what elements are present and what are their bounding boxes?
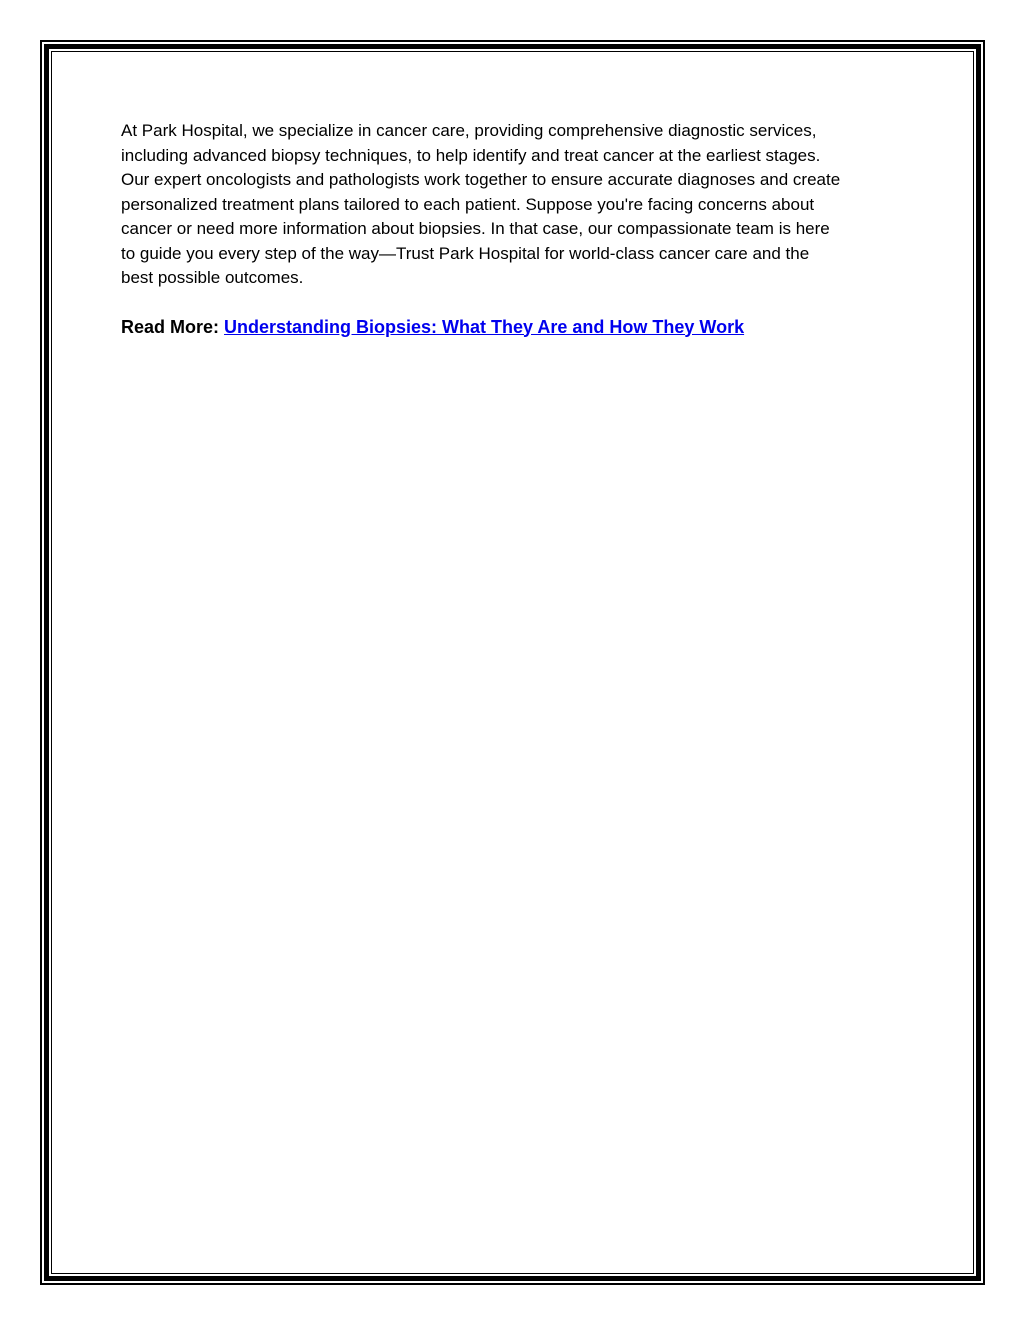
intro-paragraph: At Park Hospital, we specialize in cancer care, providing comprehensive diagnostic services, including advanced biopsy techniques, to help identify and treat cancer at the earliest stages. Our expert oncologists and pathologists work together to ensure accurate diagnoses and create personalized treatment plans tailored to each patient. Suppose you're facing concerns about cancer or need more information about biopsies. In that case, our compassionate team is here to guide you every step of the way—Trust Park Hospital for world-class cancer care and the best possible outcomes. (121, 121, 841, 287)
read-more-label: Read More: (121, 316, 225, 337)
read-more-line (121, 315, 921, 339)
page-content (121, 119, 921, 339)
read-more-link[interactable]: Understanding Biopsies: What They Are and How They Work (224, 316, 745, 337)
